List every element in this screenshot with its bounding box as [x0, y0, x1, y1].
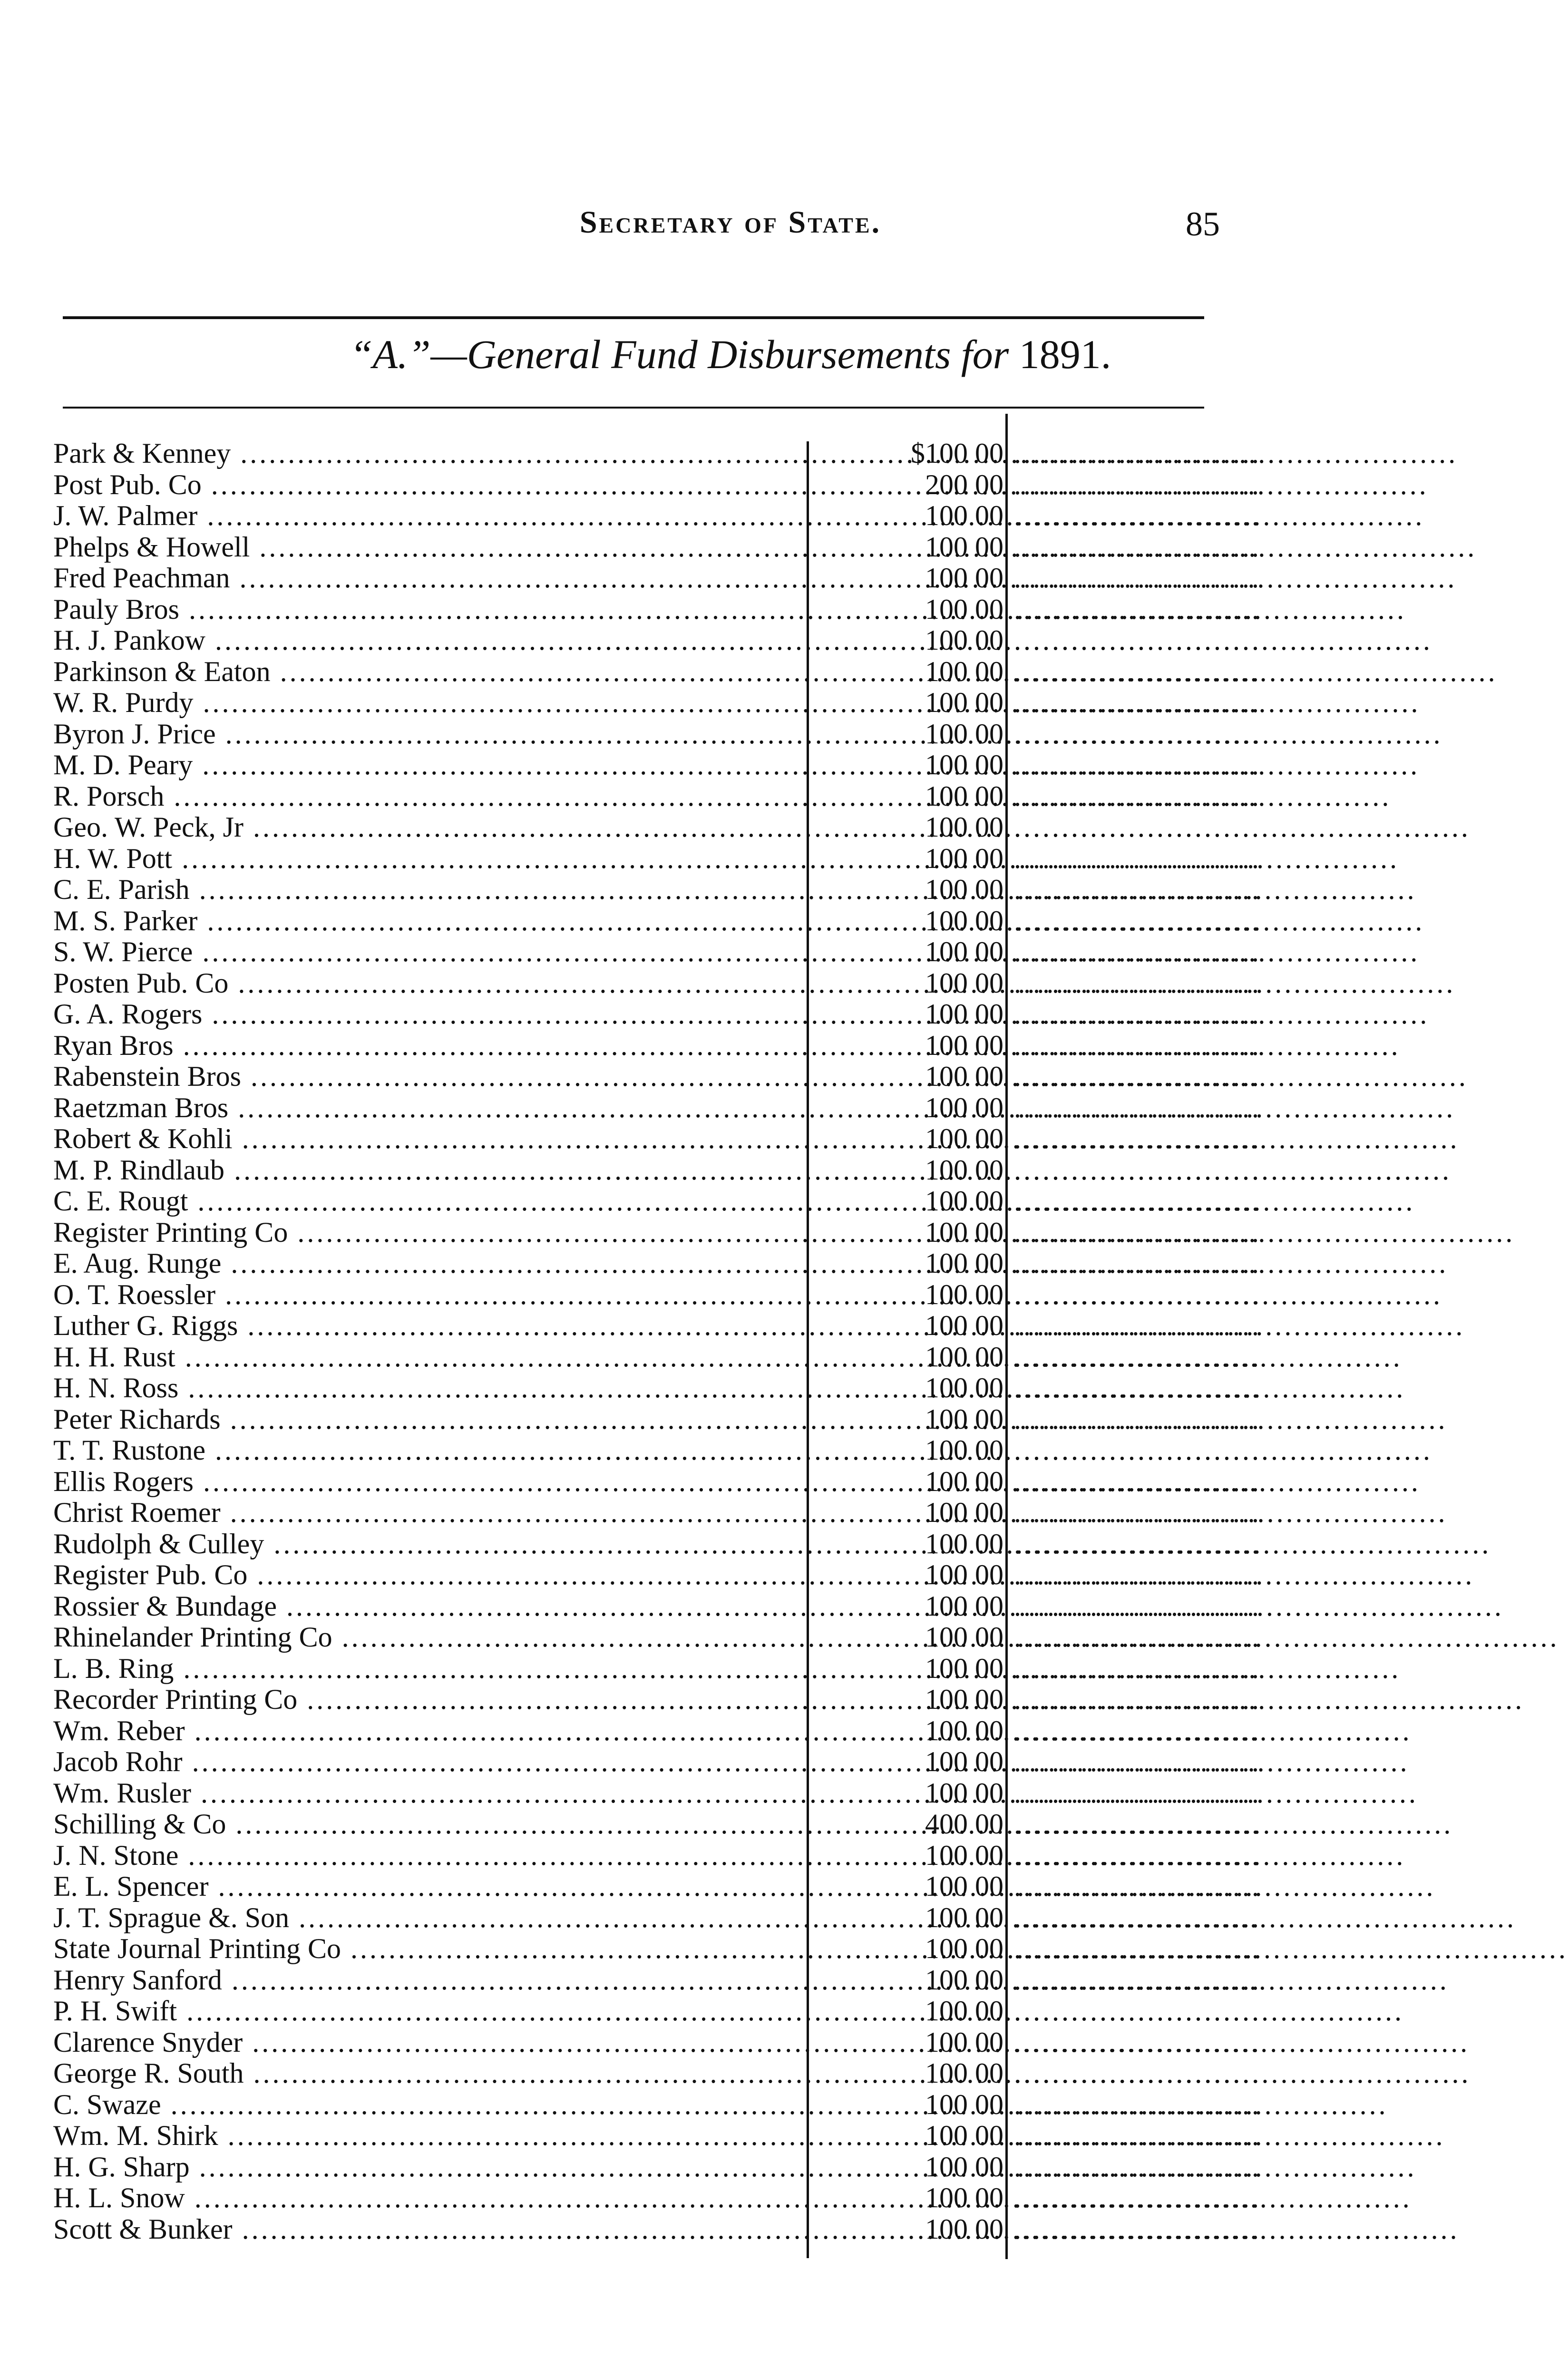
- payment-amount: 100 00: [925, 1029, 1003, 1061]
- table-row: [0, 2089, 1461, 2120]
- payee-name: O. T. Roessler .....: [53, 1279, 800, 1310]
- payee-name: Raetzman Bros .....: [53, 1092, 800, 1123]
- payee-name: Schilling & Co .....: [53, 1808, 800, 1840]
- dot-leader: ..........................: [1014, 936, 1261, 967]
- payment-amount: 100 00: [925, 500, 1003, 531]
- payee-name: Pauly Bros .....: [53, 594, 800, 625]
- dot-leader: ..........................: [1014, 842, 1261, 874]
- dot-leader: ..........................: [1014, 998, 1261, 1030]
- dot-leader: ..........................: [1014, 780, 1261, 812]
- table-title: [0, 331, 1461, 378]
- payee-name: Scott & Bunker .....: [53, 2213, 800, 2245]
- payment-amount: 100 00: [925, 936, 1003, 967]
- payment-amount: 100 00: [925, 1310, 1003, 1341]
- payment-amount: 100 00: [925, 998, 1003, 1030]
- payment-amount: 100 00: [925, 531, 1003, 563]
- table-row: [0, 624, 1461, 656]
- payment-amount: 100 00: [925, 718, 1003, 750]
- payee-name: R. Porsch .....: [53, 780, 800, 812]
- table-row: [0, 1746, 1461, 1777]
- dot-leader: ..........................: [1014, 531, 1261, 563]
- table-row: [0, 2213, 1461, 2245]
- table-row: [0, 1061, 1461, 1092]
- dot-leader: ..........................: [1014, 1372, 1261, 1403]
- dot-leader: ..........................: [1014, 1559, 1261, 1590]
- payee-name: Clarence Snyder .....: [53, 2027, 800, 2058]
- table-row: [0, 1621, 1461, 1653]
- table-row: [0, 562, 1461, 594]
- table-row: [0, 1653, 1461, 1684]
- payee-name: Phelps & Howell .....: [53, 531, 800, 563]
- dot-leader: ..........................: [1014, 1933, 1261, 1964]
- top-rule: [63, 316, 1204, 319]
- table-row: [0, 1559, 1461, 1590]
- payment-amount: 100 00: [925, 1216, 1003, 1248]
- dot-leader: ..........................: [1014, 749, 1261, 780]
- table-row: [0, 2027, 1461, 2058]
- payee-name: J. W. Palmer .....: [53, 500, 800, 531]
- payee-name: C. Swaze .....: [53, 2089, 800, 2120]
- dot-leader: ..........................: [1014, 1684, 1261, 1715]
- payee-name: Wm. Reber .....: [53, 1715, 800, 1746]
- dot-leader: ..........................: [1014, 1528, 1261, 1559]
- dot-leader: ..........................: [1014, 2151, 1261, 2183]
- payment-amount: 100 00: [925, 1434, 1003, 1466]
- table-row: [0, 1871, 1461, 1902]
- table-row: [0, 1808, 1461, 1840]
- table-row: [0, 1217, 1461, 1248]
- payment-amount: 100 00: [925, 1746, 1003, 1777]
- payee-name: M. S. Parker .....: [53, 905, 800, 936]
- payment-amount: 100 00: [925, 1092, 1003, 1123]
- payee-name: J. T. Sprague &. Son .....: [53, 1902, 800, 1933]
- payment-amount: 100 00: [925, 2151, 1003, 2183]
- table-row: [0, 967, 1461, 999]
- payee-name: Recorder Printing Co .....: [53, 1684, 800, 1715]
- table-row: [0, 718, 1461, 750]
- payee-name: Post Pub. Co .....: [53, 469, 800, 500]
- payment-amount: 100 00: [925, 874, 1003, 905]
- table-row: [0, 1279, 1461, 1310]
- dot-leader: ..........................: [1014, 562, 1261, 594]
- payee-name: S. W. Pierce .....: [53, 936, 800, 967]
- payee-name: Register Pub. Co .....: [53, 1559, 800, 1590]
- payee-name: Rabenstein Bros .....: [53, 1061, 800, 1092]
- dot-leader: ..........................: [1014, 1216, 1261, 1248]
- dot-leader: ..........................: [1014, 468, 1261, 500]
- dot-leader: ..........................: [1014, 1621, 1261, 1653]
- dot-leader: ..........................: [1014, 1465, 1261, 1497]
- table-row: [0, 1497, 1461, 1528]
- dot-leader: ..........................: [1014, 2120, 1261, 2151]
- payment-amount: 100 00: [925, 1154, 1003, 1186]
- payment-amount: 100 00: [925, 749, 1003, 780]
- table-row: [0, 1777, 1461, 1809]
- dot-leader: ..........................: [1014, 1247, 1261, 1279]
- dot-leader: ..........................: [1014, 593, 1261, 625]
- payee-name: Byron J. Price .....: [53, 718, 800, 750]
- table-row: [0, 1185, 1461, 1217]
- payee-name: Rudolph & Culley .....: [53, 1528, 800, 1559]
- table-row: [0, 780, 1461, 812]
- payee-name: Wm. M. Shirk .....: [53, 2120, 800, 2151]
- table-row: [0, 998, 1461, 1030]
- table-row: [0, 905, 1461, 936]
- payment-amount: 100 00: [925, 1185, 1003, 1217]
- dot-leader: ..........................: [1014, 1715, 1261, 1746]
- payment-amount: 100 00: [925, 1777, 1003, 1809]
- payment-amount: 100 00: [925, 687, 1003, 718]
- dot-leader: ..........................: [1014, 2057, 1261, 2089]
- table-title-label: “A.”—General Fund Disbursements for: [350, 331, 1019, 377]
- dot-leader: ..........................: [1014, 1185, 1261, 1217]
- table-row: [0, 531, 1461, 563]
- payee-name: W. R. Purdy .....: [53, 687, 800, 718]
- dot-leader: ..........................: [1014, 1652, 1261, 1684]
- payment-amount: 100 00: [925, 1995, 1003, 2027]
- dot-leader: ..........................: [1014, 718, 1261, 750]
- payee-name: H. G. Sharp .....: [53, 2151, 800, 2183]
- payee-name: Henry Sanford .....: [53, 1964, 800, 1996]
- table-row: [0, 1995, 1461, 2027]
- table-title-year: 1891.: [1019, 331, 1111, 377]
- payment-amount: $100 00: [911, 438, 1003, 469]
- dot-leader: ..........................: [1014, 1839, 1261, 1871]
- table-row: [0, 1528, 1461, 1559]
- payment-amount: 100 00: [925, 2026, 1003, 2058]
- dot-leader: ..........................: [1014, 2088, 1261, 2120]
- table-row: [0, 1341, 1461, 1373]
- payment-amount: 100 00: [925, 2182, 1003, 2213]
- payee-name: E. Aug. Runge .....: [53, 1247, 800, 1279]
- table-row: [0, 469, 1461, 500]
- table-row: [0, 1466, 1461, 1497]
- table-row: [0, 2182, 1461, 2213]
- payee-name: C. E. Parish .....: [53, 874, 800, 905]
- payee-name: Wm. Rusler .....: [53, 1777, 800, 1809]
- table-row: [0, 1684, 1461, 1715]
- dot-leader: ..........................: [1014, 1061, 1261, 1092]
- table-row: [0, 2151, 1461, 2183]
- payment-amount: 100 00: [925, 2120, 1003, 2151]
- payee-name: H. L. Snow .....: [53, 2182, 800, 2213]
- dot-leader: ..........................: [1014, 1497, 1261, 1528]
- payment-amount: 100 00: [925, 1839, 1003, 1871]
- table-row: [0, 811, 1461, 843]
- payee-name: State Journal Printing Co .....: [53, 1933, 800, 1964]
- table-row: [0, 1902, 1461, 1933]
- payee-name: Posten Pub. Co .....: [53, 967, 800, 999]
- running-head: Secretary of State.: [579, 205, 882, 240]
- dot-leader: ..........................: [1014, 967, 1261, 999]
- payee-name: H. H. Rust .....: [53, 1341, 800, 1373]
- payment-amount: 100 00: [925, 967, 1003, 999]
- dot-leader: ..........................: [1014, 1154, 1261, 1186]
- payment-amount: 100 00: [925, 1901, 1003, 1933]
- dot-leader: ..........................: [1014, 1403, 1261, 1435]
- payee-name: T. T. Rustone .....: [53, 1434, 800, 1466]
- payment-amount: 100 00: [925, 624, 1003, 656]
- payee-name: G. A. Rogers .....: [53, 998, 800, 1030]
- payment-amount: 200 00: [925, 468, 1003, 500]
- payee-name: George R. South .....: [53, 2057, 800, 2089]
- payee-name: J. N. Stone .....: [53, 1840, 800, 1871]
- dot-leader: ..........................: [1014, 905, 1261, 936]
- payee-name: P. H. Swift .....: [53, 1995, 800, 2027]
- payee-name: Park & Kenney .....: [53, 438, 800, 469]
- dot-leader: ..........................: [1014, 438, 1261, 469]
- table-row: [0, 1154, 1461, 1186]
- dot-leader: ..........................: [1014, 1092, 1261, 1123]
- dot-leader: ..........................: [1014, 1590, 1261, 1622]
- payment-amount: 100 00: [925, 1871, 1003, 1902]
- payee-name: Peter Richards .....: [53, 1403, 800, 1435]
- payee-name: E. L. Spencer .....: [53, 1871, 800, 1902]
- payee-name: Ryan Bros .....: [53, 1030, 800, 1061]
- payee-name: H. J. Pankow .....: [53, 624, 800, 656]
- disbursement-list: [0, 438, 1461, 2244]
- table-row: [0, 1403, 1461, 1435]
- payment-amount: 100 00: [925, 655, 1003, 687]
- dot-leader: ..........................: [1014, 1434, 1261, 1466]
- payment-amount: 100 00: [925, 811, 1003, 843]
- table-row: [0, 1964, 1461, 1996]
- payment-amount: 100 00: [925, 1559, 1003, 1590]
- dot-leader: ..........................: [1014, 2026, 1261, 2058]
- dot-leader: ..........................: [1014, 655, 1261, 687]
- dot-leader: ..........................: [1014, 1310, 1261, 1341]
- dot-leader: ..........................: [1014, 2213, 1261, 2245]
- payment-amount: 100 00: [925, 905, 1003, 936]
- dot-leader: ..........................: [1014, 2182, 1261, 2213]
- dot-leader: ..........................: [1014, 1341, 1261, 1373]
- table-row: [0, 1434, 1461, 1466]
- payment-amount: 100 00: [925, 2088, 1003, 2120]
- table-row: [0, 874, 1461, 905]
- payee-name: Ellis Rogers .....: [53, 1466, 800, 1497]
- payee-name: H. N. Ross .....: [53, 1372, 800, 1403]
- table-row: [0, 656, 1461, 687]
- payee-name: C. E. Rougt .....: [53, 1185, 800, 1217]
- payment-amount: 100 00: [925, 1278, 1003, 1310]
- payment-amount: 100 00: [925, 1684, 1003, 1715]
- dot-leader: ..........................: [1014, 1995, 1261, 2027]
- payment-amount: 100 00: [925, 1528, 1003, 1559]
- table-row: [0, 843, 1461, 874]
- payment-amount: 100 00: [925, 2057, 1003, 2089]
- table-row: [0, 1840, 1461, 1871]
- table-row: [0, 500, 1461, 531]
- payment-amount: 100 00: [925, 1403, 1003, 1435]
- table-row: [0, 1030, 1461, 1061]
- dot-leader: ..........................: [1014, 1808, 1261, 1840]
- table-row: [0, 2120, 1461, 2151]
- table-row: [0, 936, 1461, 967]
- payment-amount: 100 00: [925, 1715, 1003, 1746]
- dot-leader: ..........................: [1014, 500, 1261, 531]
- table-row: [0, 1933, 1461, 1964]
- payment-amount: 100 00: [925, 593, 1003, 625]
- payee-name: Christ Roemer .....: [53, 1497, 800, 1528]
- payment-amount: 100 00: [925, 1652, 1003, 1684]
- dot-leader: ..........................: [1014, 811, 1261, 843]
- table-row: [0, 1247, 1461, 1279]
- payee-name: Rhinelander Printing Co .....: [53, 1621, 800, 1653]
- payee-name: Parkinson & Eaton .....: [53, 656, 800, 687]
- payment-amount: 100 00: [925, 1341, 1003, 1373]
- table-row: [0, 749, 1461, 780]
- table-row: [0, 1123, 1461, 1154]
- dot-leader: ..........................: [1014, 1901, 1261, 1933]
- payee-name: Luther G. Riggs .....: [53, 1310, 800, 1341]
- table-row: [0, 1092, 1461, 1123]
- payee-name: M. D. Peary .....: [53, 749, 800, 780]
- payee-name: Robert & Kohli .....: [53, 1123, 800, 1154]
- payee-name: Register Printing Co .....: [53, 1217, 800, 1248]
- payee-name: Rossier & Bundage .....: [53, 1590, 800, 1622]
- payment-amount: 100 00: [925, 2213, 1003, 2245]
- payee-name: L. B. Ring .....: [53, 1653, 800, 1684]
- dot-leader: ..........................: [1014, 1029, 1261, 1061]
- payment-amount: 100 00: [925, 1621, 1003, 1653]
- payment-amount: 100 00: [925, 1123, 1003, 1154]
- payment-amount: 100 00: [925, 1933, 1003, 1964]
- payment-amount: 100 00: [925, 780, 1003, 812]
- payment-amount: 100 00: [925, 1590, 1003, 1622]
- payee-name: H. W. Pott .....: [53, 843, 800, 874]
- payment-amount: 100 00: [925, 1497, 1003, 1528]
- payment-amount: 100 00: [925, 1061, 1003, 1092]
- page-number: 85: [1186, 205, 1220, 243]
- table-row: [0, 1590, 1461, 1622]
- dot-leader: ..........................: [1014, 1777, 1261, 1809]
- table-row: [0, 2057, 1461, 2089]
- payment-amount: 400 00: [925, 1808, 1003, 1840]
- payee-name: M. P. Rindlaub .....: [53, 1154, 800, 1186]
- dot-leader: ..........................: [1014, 1871, 1261, 1902]
- payee-name: Fred Peachman .....: [53, 562, 800, 594]
- table-row: [0, 687, 1461, 718]
- dot-leader: ..........................: [1014, 624, 1261, 656]
- table-row: [0, 1310, 1461, 1341]
- table-row: [0, 594, 1461, 625]
- table-row: [0, 1372, 1461, 1403]
- table-row: [0, 1715, 1461, 1746]
- payee-name: Jacob Rohr .....: [53, 1746, 800, 1777]
- payment-amount: 100 00: [925, 1465, 1003, 1497]
- payee-name: Geo. W. Peck, Jr .....: [53, 811, 800, 843]
- payment-amount: 100 00: [925, 1964, 1003, 1996]
- payment-amount: 100 00: [925, 562, 1003, 594]
- payment-amount: 100 00: [925, 842, 1003, 874]
- table-row: [0, 438, 1461, 469]
- payment-amount: 100 00: [925, 1247, 1003, 1279]
- dot-leader: ..........................: [1014, 1964, 1261, 1996]
- dot-leader: ..........................: [1014, 874, 1261, 905]
- dot-leader: ..........................: [1014, 1123, 1261, 1154]
- payment-amount: 100 00: [925, 1372, 1003, 1403]
- title-rule: [63, 407, 1204, 409]
- dot-leader: ..........................: [1014, 687, 1261, 718]
- dot-leader: ..........................: [1014, 1278, 1261, 1310]
- dot-leader: ..........................: [1014, 1746, 1261, 1777]
